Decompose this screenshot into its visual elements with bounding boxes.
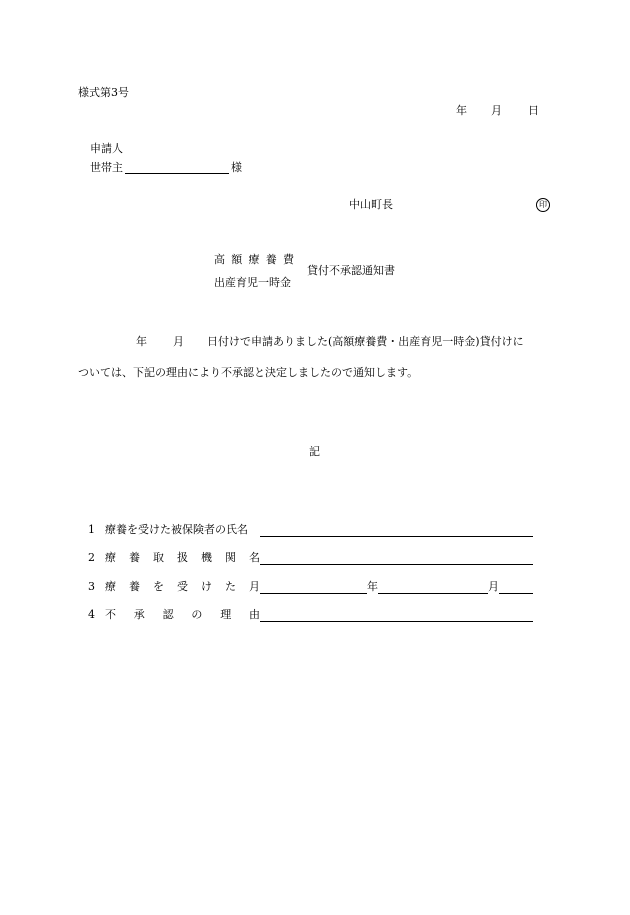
date-line bbox=[456, 104, 539, 118]
title-option-childbirth: 出産育児一時金 bbox=[214, 276, 291, 289]
item-char: 名 bbox=[249, 551, 260, 564]
item-month-label: 月 bbox=[488, 580, 499, 593]
date-day-label: 日 bbox=[528, 104, 539, 117]
form-number: 様式第3号 bbox=[78, 86, 129, 99]
date-year-label: 年 bbox=[456, 104, 467, 117]
item-year-label: 年 bbox=[367, 580, 378, 593]
title-option-high-cost bbox=[214, 253, 294, 267]
title-char: 額 bbox=[231, 253, 243, 266]
item-char: 認 bbox=[162, 608, 174, 621]
body-month-label: 月 bbox=[173, 335, 184, 348]
item-char: 月 bbox=[249, 580, 260, 593]
item-label bbox=[105, 580, 260, 594]
item-label: 療養を受けた被保険者の氏名 bbox=[105, 523, 248, 536]
item-number: 1 bbox=[88, 523, 95, 536]
item-char: 取 bbox=[153, 551, 164, 564]
item-char: 養 bbox=[129, 551, 140, 564]
seal-mark: 印 bbox=[536, 198, 550, 212]
item-number: 2 bbox=[88, 551, 95, 564]
item-char: 機 bbox=[201, 551, 212, 564]
item-char: 承 bbox=[133, 608, 145, 621]
item-fill-line bbox=[260, 621, 533, 622]
item-char: 療 bbox=[105, 580, 116, 593]
title-char: 高 bbox=[214, 253, 225, 266]
item-char: 養 bbox=[129, 580, 140, 593]
item-char: 療 bbox=[105, 551, 116, 564]
item-char: 理 bbox=[220, 608, 232, 621]
householder-name-line bbox=[125, 173, 229, 174]
title-char: 費 bbox=[283, 253, 294, 266]
ki-heading: 記 bbox=[309, 445, 320, 458]
applicant-label: 申請人 bbox=[90, 142, 123, 155]
issuer-title: 中山町長 bbox=[349, 198, 393, 211]
item-fill-line bbox=[260, 564, 533, 565]
item-char: け bbox=[201, 580, 212, 593]
body-line-2: ついては、下記の理由により不承認と決定しましたので通知します。 bbox=[78, 366, 419, 379]
title-char: 養 bbox=[265, 253, 277, 266]
item-number: 3 bbox=[88, 580, 95, 593]
body-line-1-rest: 日付けで申請ありました(高額療養費・出産育児一時金)貸付けに bbox=[207, 335, 524, 348]
body-year-label: 年 bbox=[136, 335, 147, 348]
item-label bbox=[105, 551, 260, 565]
item-char: 受 bbox=[177, 580, 188, 593]
title-char: 療 bbox=[248, 253, 260, 266]
honorific: 様 bbox=[231, 161, 242, 174]
date-month-label: 月 bbox=[491, 104, 502, 117]
item-char: 由 bbox=[248, 608, 260, 621]
item-char: の bbox=[191, 608, 203, 621]
item-char: 不 bbox=[105, 608, 116, 621]
householder-label: 世帯主 bbox=[90, 161, 123, 174]
item-char: た bbox=[225, 580, 236, 593]
item-char: を bbox=[153, 580, 164, 593]
item-number: 4 bbox=[88, 608, 95, 621]
item-char: 関 bbox=[225, 551, 236, 564]
item-label bbox=[105, 608, 260, 622]
item-char: 扱 bbox=[177, 551, 188, 564]
item-fill-line bbox=[260, 536, 533, 537]
title-suffix: 貸付不承認通知書 bbox=[307, 264, 395, 277]
